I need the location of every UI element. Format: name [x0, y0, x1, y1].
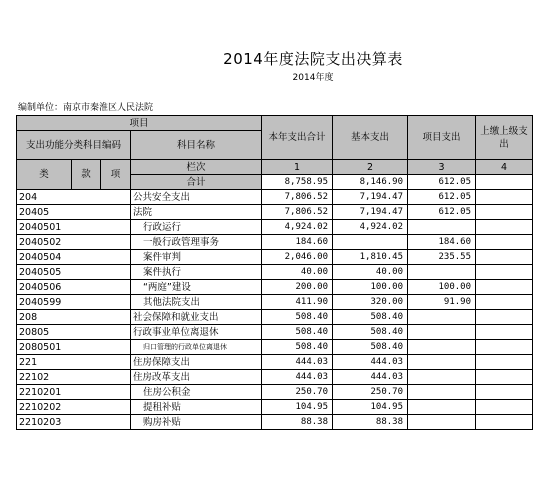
row-code: 20805 [17, 325, 131, 340]
header-item: 项目 [17, 116, 262, 131]
reporting-unit: 编制单位：南京市秦淮区人民法院 [18, 103, 154, 113]
row-code: 2210203 [17, 415, 131, 430]
header-col4: 4 [476, 160, 533, 175]
header-total: 本年支出合计 [262, 116, 333, 160]
row-basic: 88.38 [333, 415, 408, 430]
row-basic: 508.40 [333, 310, 408, 325]
table-row [17, 385, 533, 400]
row-total: 200.00 [262, 280, 333, 295]
row-subject-name: “两庭”建设 [131, 280, 262, 295]
row-total: 444.03 [262, 355, 333, 370]
row-project: 100.00 [408, 280, 476, 295]
row-code: 2040506 [17, 280, 131, 295]
table-row [17, 340, 533, 355]
summary-total: 8,758.95 [262, 175, 333, 190]
row-project: 91.90 [408, 295, 476, 310]
row-subject-name: 一般行政管理事务 [131, 235, 262, 250]
row-total: 104.95 [262, 400, 333, 415]
row-handover [476, 205, 533, 220]
row-basic: 104.95 [333, 400, 408, 415]
row-project [408, 325, 476, 340]
header-col3: 3 [408, 160, 476, 175]
header-kuan: 款 [72, 160, 101, 190]
table-row [17, 235, 533, 250]
row-code: 20405 [17, 205, 131, 220]
row-total: 250.70 [262, 385, 333, 400]
row-handover [476, 385, 533, 400]
row-basic: 1,810.45 [333, 250, 408, 265]
row-handover [476, 340, 533, 355]
table-row [17, 190, 533, 205]
row-basic: 4,924.02 [333, 220, 408, 235]
row-project [408, 400, 476, 415]
row-handover [476, 400, 533, 415]
header-lei: 类 [17, 160, 72, 190]
header-func-code: 支出功能分类科目编码 [17, 131, 131, 160]
row-project: 612.05 [408, 205, 476, 220]
row-basic: 508.40 [333, 340, 408, 355]
row-handover [476, 370, 533, 385]
row-code: 2040504 [17, 250, 131, 265]
header-subject-name: 科目名称 [131, 131, 262, 160]
row-subject-name: 行政事业单位离退休 [131, 325, 262, 340]
row-subject-name: 提租补贴 [131, 400, 262, 415]
row-code: 221 [17, 355, 131, 370]
row-handover [476, 295, 533, 310]
row-handover [476, 415, 533, 430]
row-subject-name: 住房改革支出 [131, 370, 262, 385]
row-handover [476, 220, 533, 235]
row-code: 204 [17, 190, 131, 205]
row-project [408, 340, 476, 355]
row-code: 208 [17, 310, 131, 325]
row-project [408, 355, 476, 370]
row-handover [476, 250, 533, 265]
summary-label: 合计 [131, 175, 262, 190]
report-title: 2014年度法院支出决算表 [223, 50, 403, 68]
table-row [17, 265, 533, 280]
header-col1: 1 [262, 160, 333, 175]
table-row [17, 370, 533, 385]
row-project: 612.05 [408, 190, 476, 205]
table-row [17, 415, 533, 430]
row-code: 2210202 [17, 400, 131, 415]
row-total: 88.38 [262, 415, 333, 430]
row-subject-name: 住房保障支出 [131, 355, 262, 370]
row-handover [476, 190, 533, 205]
row-basic: 7,194.47 [333, 205, 408, 220]
row-total: 4,924.02 [262, 220, 333, 235]
row-project [408, 385, 476, 400]
row-total: 7,806.52 [262, 190, 333, 205]
row-handover [476, 235, 533, 250]
row-total: 40.00 [262, 265, 333, 280]
report-year: 2014年度 [292, 73, 334, 83]
header-handover: 上缴上级支出 [476, 116, 533, 160]
row-code: 2040502 [17, 235, 131, 250]
summary-project: 612.05 [408, 175, 476, 190]
row-project [408, 220, 476, 235]
header-row-1 [17, 116, 533, 131]
row-code: 2040505 [17, 265, 131, 280]
table-row [17, 400, 533, 415]
header-project: 项目支出 [408, 116, 476, 160]
row-basic: 320.00 [333, 295, 408, 310]
header-xiang: 项 [101, 160, 131, 190]
row-total: 184.60 [262, 235, 333, 250]
table-row [17, 205, 533, 220]
row-handover [476, 355, 533, 370]
row-code: 22102 [17, 370, 131, 385]
table-row [17, 355, 533, 370]
row-subject-name: 案件执行 [131, 265, 262, 280]
table-row [17, 325, 533, 340]
header-col2: 2 [333, 160, 408, 175]
row-basic: 40.00 [333, 265, 408, 280]
row-project [408, 415, 476, 430]
table-row [17, 250, 533, 265]
row-subject-name: 行政运行 [131, 220, 262, 235]
row-basic: 508.40 [333, 325, 408, 340]
row-total: 508.40 [262, 325, 333, 340]
row-total: 411.90 [262, 295, 333, 310]
row-basic: 444.03 [333, 355, 408, 370]
row-project [408, 370, 476, 385]
expenditure-table [16, 115, 533, 430]
row-total: 508.40 [262, 340, 333, 355]
row-code: 2080501 [17, 340, 131, 355]
row-subject-name: 法院 [131, 205, 262, 220]
summary-basic: 8,146.90 [333, 175, 408, 190]
header-basic: 基本支出 [333, 116, 408, 160]
row-basic: 250.70 [333, 385, 408, 400]
row-project [408, 265, 476, 280]
row-subject-name: 归口管理的行政单位离退休 [131, 340, 262, 355]
row-total: 7,806.52 [262, 205, 333, 220]
row-handover [476, 280, 533, 295]
summary-handover [476, 175, 533, 190]
row-total: 2,046.00 [262, 250, 333, 265]
row-subject-name: 社会保障和就业支出 [131, 310, 262, 325]
row-basic [333, 235, 408, 250]
row-total: 508.40 [262, 310, 333, 325]
row-project: 235.55 [408, 250, 476, 265]
row-basic: 7,194.47 [333, 190, 408, 205]
row-total: 444.03 [262, 370, 333, 385]
table-row [17, 310, 533, 325]
row-subject-name: 公共安全支出 [131, 190, 262, 205]
row-code: 2040599 [17, 295, 131, 310]
header-seq: 栏次 [131, 160, 262, 175]
row-project [408, 310, 476, 325]
table-row [17, 280, 533, 295]
table-row [17, 295, 533, 310]
row-handover [476, 265, 533, 280]
row-subject-name: 其他法院支出 [131, 295, 262, 310]
table-row [17, 220, 533, 235]
row-basic: 100.00 [333, 280, 408, 295]
row-code: 2210201 [17, 385, 131, 400]
row-basic: 444.03 [333, 370, 408, 385]
row-project: 184.60 [408, 235, 476, 250]
row-handover [476, 325, 533, 340]
row-subject-name: 案件审判 [131, 250, 262, 265]
row-subject-name: 住房公积金 [131, 385, 262, 400]
header-row-4 [17, 160, 533, 175]
row-subject-name: 购房补贴 [131, 415, 262, 430]
row-handover [476, 310, 533, 325]
row-code: 2040501 [17, 220, 131, 235]
